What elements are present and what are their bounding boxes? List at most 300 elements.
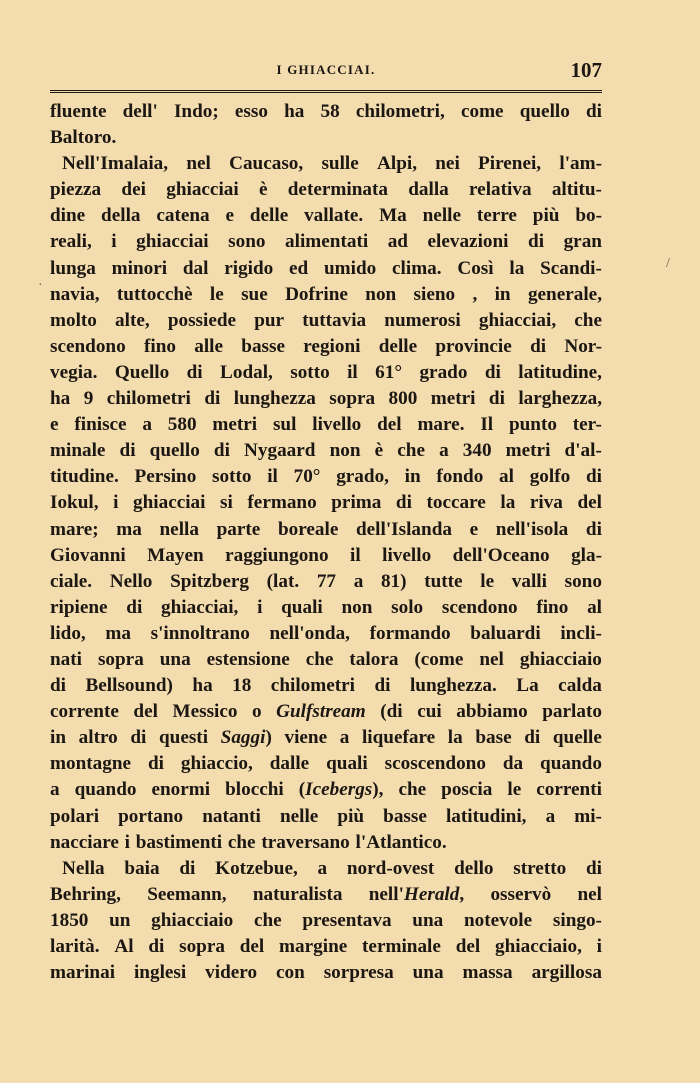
word: di bbox=[147, 753, 164, 775]
word: Baltoro. bbox=[50, 127, 117, 149]
word: sulle bbox=[321, 153, 359, 175]
word: nelle bbox=[279, 805, 319, 827]
word: che bbox=[397, 440, 425, 462]
word: lido, bbox=[50, 622, 86, 644]
word: parlato bbox=[542, 701, 602, 723]
word: del bbox=[455, 936, 481, 957]
word: sotto bbox=[212, 466, 252, 488]
word: stretto bbox=[513, 857, 567, 879]
word: nella bbox=[159, 518, 199, 540]
text-line bbox=[50, 412, 602, 438]
word: dell'Islanda bbox=[355, 518, 452, 540]
word: prima bbox=[331, 492, 382, 514]
word: chilometri, bbox=[355, 101, 445, 122]
word: titudine. bbox=[50, 466, 119, 488]
word: il bbox=[350, 544, 361, 566]
word: Messico bbox=[172, 701, 238, 723]
word: quali bbox=[326, 753, 368, 775]
word: dalla bbox=[408, 179, 449, 201]
word: di bbox=[585, 857, 602, 879]
word: una bbox=[412, 909, 444, 931]
word: di bbox=[585, 101, 602, 122]
text-line bbox=[50, 856, 602, 882]
word: nel bbox=[186, 153, 211, 175]
word: del bbox=[133, 701, 158, 723]
word: Quello bbox=[114, 361, 170, 383]
word: La bbox=[516, 675, 539, 697]
word: nel bbox=[577, 883, 602, 905]
word: raggiungono bbox=[225, 544, 329, 566]
word: inglesi bbox=[133, 962, 187, 984]
word: delle bbox=[249, 205, 289, 227]
word: bo- bbox=[575, 205, 602, 227]
word: ha bbox=[284, 101, 305, 122]
word: provincie bbox=[435, 335, 512, 357]
text-line bbox=[50, 334, 602, 360]
text-line bbox=[50, 804, 602, 830]
word: il bbox=[347, 361, 358, 383]
word: 800 bbox=[388, 388, 418, 410]
word: sul bbox=[272, 414, 297, 436]
word: di bbox=[488, 388, 505, 410]
word: la bbox=[500, 492, 516, 514]
word: grado bbox=[419, 361, 468, 383]
text-line bbox=[50, 569, 602, 595]
word: fluente bbox=[50, 101, 107, 122]
word: che bbox=[574, 309, 602, 331]
word: (Icebergs), bbox=[298, 779, 384, 801]
word: latitudini, bbox=[445, 805, 527, 827]
word: gla- bbox=[571, 544, 602, 566]
text-line bbox=[50, 777, 602, 803]
word: tutte bbox=[424, 570, 463, 592]
word: alle bbox=[194, 335, 224, 357]
word: ha bbox=[50, 388, 71, 410]
word: presentava bbox=[302, 909, 392, 931]
word: , bbox=[472, 283, 478, 305]
word: nacciare bbox=[50, 831, 119, 853]
word: sopra bbox=[97, 648, 144, 670]
word: scendono bbox=[50, 335, 126, 357]
word: Kotzebue, bbox=[215, 857, 298, 879]
word: baluardi bbox=[470, 622, 541, 644]
word: grado, bbox=[336, 466, 389, 488]
word: in bbox=[494, 283, 511, 305]
word: più bbox=[532, 205, 560, 227]
word: e bbox=[225, 205, 234, 227]
word: delle bbox=[378, 335, 418, 357]
text-line bbox=[50, 908, 602, 934]
word: dal bbox=[182, 257, 209, 279]
word: è bbox=[374, 440, 384, 462]
word: Dofrine bbox=[285, 283, 348, 305]
word: una bbox=[159, 648, 191, 670]
word: ghiacciai bbox=[166, 179, 239, 201]
word: mare; bbox=[50, 518, 99, 540]
word: viene bbox=[284, 727, 328, 749]
text-line bbox=[50, 438, 602, 464]
text-line bbox=[50, 203, 602, 229]
word: mare. bbox=[417, 414, 465, 436]
text-line bbox=[50, 256, 602, 282]
word: e bbox=[50, 414, 59, 436]
word: al bbox=[499, 466, 514, 488]
word: massa bbox=[462, 962, 513, 984]
word: i bbox=[596, 936, 602, 957]
word: gran bbox=[563, 231, 602, 253]
word: fino bbox=[536, 596, 569, 618]
word: Mayen bbox=[147, 544, 204, 566]
word: vegia. bbox=[50, 361, 98, 383]
word: Così bbox=[457, 257, 494, 279]
text-line bbox=[50, 490, 602, 516]
word: Persino bbox=[134, 466, 197, 488]
word: livello bbox=[312, 414, 362, 436]
word: non bbox=[329, 440, 361, 462]
word: Iokul, bbox=[50, 492, 99, 514]
word: minori bbox=[111, 257, 168, 279]
text-line bbox=[50, 830, 602, 856]
text-line bbox=[50, 595, 602, 621]
word: ma bbox=[116, 518, 142, 540]
word: ghiaccio, bbox=[180, 753, 253, 775]
text-line bbox=[50, 673, 602, 699]
word: ter- bbox=[572, 414, 602, 436]
word: nell'onda, bbox=[269, 622, 350, 644]
word: videro bbox=[205, 962, 258, 984]
word: possiede bbox=[167, 309, 237, 331]
word: numerosi bbox=[384, 309, 461, 331]
word: vallate. bbox=[304, 205, 364, 227]
word: quelle bbox=[552, 727, 602, 749]
word: con bbox=[275, 962, 305, 984]
word: Saggi) bbox=[220, 727, 272, 749]
word: o bbox=[252, 701, 262, 723]
word: Nello bbox=[109, 570, 153, 592]
word: polari bbox=[50, 805, 100, 827]
word: di bbox=[374, 675, 391, 697]
word: ha bbox=[192, 675, 213, 697]
word: a bbox=[317, 857, 328, 879]
word: larità. bbox=[50, 936, 100, 957]
text-line bbox=[50, 960, 602, 986]
word: ghiacciai, bbox=[478, 309, 557, 331]
word: quando bbox=[540, 753, 602, 775]
word: un bbox=[109, 909, 131, 931]
word: 58 bbox=[320, 101, 340, 122]
word: montagne bbox=[50, 753, 132, 775]
word: solo bbox=[391, 596, 424, 618]
text-line bbox=[50, 751, 602, 777]
word: natanti bbox=[202, 805, 261, 827]
word: valli bbox=[511, 570, 547, 592]
word: nelle bbox=[422, 205, 461, 227]
word: formando bbox=[369, 622, 451, 644]
word: si bbox=[220, 492, 233, 514]
text-line bbox=[50, 125, 602, 151]
word: la bbox=[447, 727, 463, 749]
word: questi bbox=[158, 727, 209, 749]
text-line bbox=[50, 647, 602, 673]
text-line bbox=[50, 282, 602, 308]
word: latitudine, bbox=[518, 361, 602, 383]
word: di bbox=[126, 596, 143, 618]
word: ghiacciai, bbox=[161, 596, 239, 618]
word: finisce bbox=[74, 414, 127, 436]
word: rigido bbox=[224, 257, 274, 279]
word: Caucaso, bbox=[229, 153, 304, 175]
word: poscia bbox=[441, 779, 493, 801]
word: generale, bbox=[527, 283, 602, 305]
word: dine bbox=[50, 205, 86, 227]
word: dello bbox=[454, 857, 494, 879]
word: metri bbox=[430, 388, 476, 410]
text-line bbox=[50, 177, 602, 203]
word: alte, bbox=[115, 309, 150, 331]
header-rule bbox=[50, 90, 602, 93]
word: dalle bbox=[269, 753, 310, 775]
word: in bbox=[404, 466, 421, 488]
word: la bbox=[509, 257, 525, 279]
word: del bbox=[239, 936, 265, 957]
word: notevole bbox=[463, 909, 533, 931]
text-line bbox=[50, 543, 602, 569]
word: sotto bbox=[290, 361, 330, 383]
word: di bbox=[213, 440, 230, 462]
word: toccare bbox=[426, 492, 486, 514]
word: abbiamo bbox=[456, 701, 528, 723]
word: tuttocchè bbox=[116, 283, 193, 305]
word: che bbox=[253, 909, 282, 931]
word: 1850 bbox=[50, 909, 89, 931]
word: osservò bbox=[490, 883, 552, 905]
text-line bbox=[50, 229, 602, 255]
word: riva bbox=[529, 492, 563, 514]
word: ghiacciaio, bbox=[495, 936, 582, 957]
margin-mark: / bbox=[666, 256, 670, 271]
word: marinai bbox=[50, 962, 116, 984]
word: di bbox=[530, 335, 547, 357]
word: i bbox=[111, 231, 117, 253]
word: (di bbox=[380, 701, 403, 723]
word: 9 bbox=[83, 388, 94, 410]
word: blocchi bbox=[225, 779, 284, 801]
word: altitu- bbox=[551, 179, 602, 201]
word: estensione bbox=[206, 648, 290, 670]
word: elevazioni bbox=[427, 231, 509, 253]
word: al bbox=[587, 596, 602, 618]
word: quello bbox=[149, 440, 200, 462]
word: 340 bbox=[462, 440, 492, 462]
word: ma bbox=[105, 622, 131, 644]
word: Nell'Imalaia, bbox=[62, 153, 169, 175]
word: da bbox=[502, 753, 524, 775]
word: relativa bbox=[469, 179, 532, 201]
word: Ma bbox=[379, 205, 407, 227]
word: a bbox=[353, 570, 364, 592]
word: di bbox=[119, 440, 136, 462]
word: Pirenei, bbox=[478, 153, 542, 175]
word: catena bbox=[156, 205, 210, 227]
word: del bbox=[377, 414, 402, 436]
word: sopra bbox=[329, 388, 376, 410]
word: dei bbox=[121, 179, 146, 201]
word: livello bbox=[382, 544, 432, 566]
word: nell'isola bbox=[495, 518, 569, 540]
word: piezza bbox=[50, 179, 102, 201]
word: scendono bbox=[441, 596, 518, 618]
word: pur bbox=[254, 309, 285, 331]
word: come bbox=[460, 101, 504, 122]
word: Al bbox=[114, 936, 134, 957]
text-line bbox=[50, 725, 602, 751]
word: di bbox=[148, 936, 165, 957]
word: naturalista bbox=[252, 883, 343, 905]
word: Nygaard bbox=[244, 440, 316, 462]
word: e bbox=[469, 518, 479, 540]
page-number: 107 bbox=[570, 58, 602, 82]
word: che bbox=[305, 648, 334, 670]
word: nord-ovest bbox=[346, 857, 435, 879]
word: minale bbox=[50, 440, 106, 462]
word: Lodal, bbox=[220, 361, 273, 383]
word: Alpi, bbox=[377, 153, 418, 175]
word: nati bbox=[50, 648, 82, 670]
text-line bbox=[50, 151, 602, 177]
word: sono bbox=[564, 570, 602, 592]
word: non bbox=[341, 596, 373, 618]
word: reali, bbox=[50, 231, 92, 253]
word: lunghezza bbox=[233, 388, 316, 410]
word: le bbox=[480, 570, 495, 592]
word: fermano bbox=[247, 492, 317, 514]
book-page bbox=[50, 58, 602, 986]
word: Behring, bbox=[50, 883, 121, 905]
text-line bbox=[50, 386, 602, 412]
word: a bbox=[439, 440, 449, 462]
word: le bbox=[209, 283, 224, 305]
word: sopra bbox=[179, 936, 225, 957]
word: tuttavia bbox=[302, 309, 367, 331]
word: regioni bbox=[303, 335, 361, 357]
word: navia, bbox=[50, 283, 100, 305]
text-line bbox=[50, 621, 602, 647]
word: baia bbox=[124, 857, 160, 879]
word: Nor- bbox=[564, 335, 602, 357]
word: ghiacciaio bbox=[151, 909, 234, 931]
word: lunga bbox=[50, 257, 96, 279]
word: traversano bbox=[261, 831, 350, 853]
word: d'al- bbox=[564, 440, 602, 462]
word: una bbox=[412, 962, 444, 984]
word: ghiacciai bbox=[136, 231, 209, 253]
text-line bbox=[50, 99, 602, 125]
word: è bbox=[258, 179, 268, 201]
word: (lat. bbox=[266, 570, 300, 592]
word: del bbox=[577, 492, 602, 514]
word: di bbox=[395, 492, 412, 514]
word: in bbox=[50, 727, 67, 749]
word: basse bbox=[241, 335, 285, 357]
word: 18 bbox=[232, 675, 252, 697]
word: 580 bbox=[167, 414, 197, 436]
word: che bbox=[398, 779, 427, 801]
word: della bbox=[101, 205, 141, 227]
word: argillosa bbox=[531, 962, 602, 984]
word: di bbox=[50, 675, 67, 697]
text-line bbox=[50, 308, 602, 334]
word: Seemann, bbox=[147, 883, 227, 905]
word: di bbox=[484, 361, 501, 383]
word: umido bbox=[323, 257, 377, 279]
word: s'innoltrano bbox=[150, 622, 250, 644]
word: portano bbox=[118, 805, 184, 827]
word: basse bbox=[383, 805, 427, 827]
word: Nella bbox=[62, 857, 105, 879]
word: di bbox=[130, 727, 147, 749]
word: di bbox=[204, 388, 221, 410]
word: 81) bbox=[380, 570, 407, 592]
word: larghezza, bbox=[518, 388, 602, 410]
word: sono bbox=[228, 231, 266, 253]
word: Indo; bbox=[173, 101, 219, 122]
word: liquefare bbox=[361, 727, 436, 749]
word: bastimenti bbox=[135, 831, 223, 853]
word: Gulfstream bbox=[276, 701, 366, 723]
word: clima. bbox=[392, 257, 442, 279]
word: incli- bbox=[560, 622, 602, 644]
word: terre bbox=[476, 205, 517, 227]
word: ripiene bbox=[50, 596, 108, 618]
word: sieno bbox=[413, 283, 456, 305]
word: corrente bbox=[50, 701, 119, 723]
word: quali bbox=[281, 596, 323, 618]
text-line bbox=[50, 882, 602, 908]
word: altro bbox=[78, 727, 118, 749]
word: terminale bbox=[362, 936, 441, 957]
word: esso bbox=[234, 101, 268, 122]
word: talora bbox=[349, 648, 399, 670]
word: molto bbox=[50, 309, 97, 331]
word: l'Atlantico. bbox=[355, 831, 447, 853]
text-line bbox=[50, 699, 602, 725]
word: di bbox=[585, 518, 602, 540]
word: correnti bbox=[536, 779, 602, 801]
text-line bbox=[50, 360, 602, 386]
word: enormi bbox=[151, 779, 211, 801]
word: golfo bbox=[529, 466, 571, 488]
word: 61° bbox=[375, 361, 403, 383]
word: nei bbox=[435, 153, 460, 175]
word: singo- bbox=[552, 909, 602, 931]
word: Spitzberg bbox=[170, 570, 249, 592]
word: di bbox=[186, 361, 203, 383]
word: alimentati bbox=[285, 231, 369, 253]
word: lunghezza. bbox=[409, 675, 497, 697]
word: ed bbox=[289, 257, 309, 279]
word: mi- bbox=[574, 805, 602, 827]
word: ghiacciaio bbox=[519, 648, 602, 670]
word: boreale bbox=[277, 518, 339, 540]
page-header bbox=[50, 58, 602, 88]
word: parte bbox=[216, 518, 261, 540]
word: i bbox=[124, 831, 131, 853]
text-line bbox=[50, 464, 602, 490]
word: di bbox=[585, 466, 602, 488]
running-head: I GHIACCIAI. bbox=[276, 62, 376, 77]
word: non bbox=[365, 283, 397, 305]
word: Scandi- bbox=[540, 257, 602, 279]
